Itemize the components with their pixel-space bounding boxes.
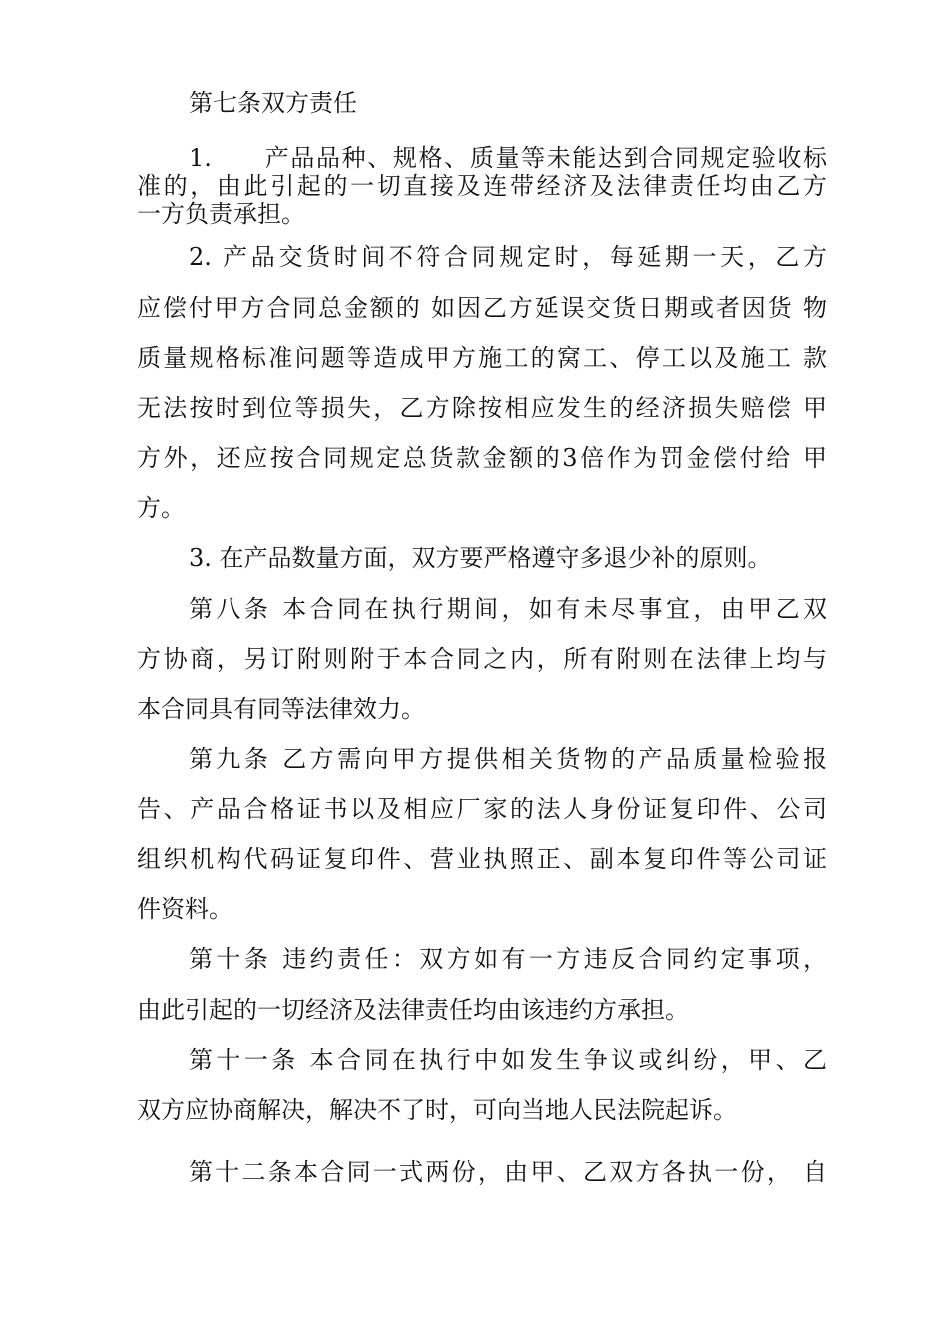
article-10-line-2: 由此引起的一切经济及法律责任均由该违约方承担。 <box>137 996 689 1024</box>
article-12-line-1: 第十二条本合同一式两份，由甲、乙双方各执一份， 自 <box>189 1158 827 1186</box>
article-7-item-2-line-6: 方。 <box>137 494 185 522</box>
article-10-line-1: 第十条 违约责任：双方如有一方违反合同约定事项， <box>189 945 827 973</box>
article-11-line-2: 双方应协商解决，解决不了时，可向当地人民法院起诉。 <box>137 1096 737 1124</box>
article-7-item-1-line-3: 一方负责承担。 <box>137 200 305 228</box>
article-7-item-2-line-1: 2. 产品交货时间不符合同规定时，每延期一天，乙方 <box>189 243 827 271</box>
article-7-item-2-line-5: 方外，还应按合同规定总货款金额的3倍作为罚金偿付给 甲 <box>137 444 827 472</box>
article-8-line-1: 第八条 本合同在执行期间，如有未尽事宜，由甲乙双 <box>189 595 827 623</box>
article-7-item-2-line-3: 质量规格标准问题等造成甲方施工的窝工、停工以及施工 款 <box>137 344 827 372</box>
article-9-line-4: 件资料。 <box>137 895 233 923</box>
article-9-line-1: 第九条 乙方需向甲方提供相关货物的产品质量检验报 <box>189 745 827 773</box>
article-7-item-2-line-4: 无法按时到位等损失，乙方除按相应发生的经济损失赔偿 甲 <box>137 394 827 422</box>
article-8-line-3: 本合同具有同等法律效力。 <box>137 695 425 723</box>
article-11-line-1: 第十一条 本合同在执行中如发生争议或纠纷，甲、乙 <box>189 1046 827 1074</box>
article-7-item-1-line-2: 准的，由此引起的一切直接及连带经济及法律责任均由乙方 <box>137 172 827 200</box>
article-8-line-2: 方协商，另订附则附于本合同之内，所有附则在法律上均与 <box>137 645 827 673</box>
article-7-item-3: 3. 在产品数量方面，双方要严格遵守多退少补的原则。 <box>189 544 772 572</box>
article-7-heading: 第七条双方责任 <box>189 89 357 117</box>
article-9-line-2: 告、产品合格证书以及相应厂家的法人身份证复印件、公司 <box>137 795 827 823</box>
article-7-item-2-line-2: 应偿付甲方合同总金额的 如因乙方延误交货日期或者因货 物 <box>137 294 827 322</box>
article-7-item-1-line-1: 1. 产品品种、规格、质量等未能达到合同规定验收标 <box>189 144 827 172</box>
article-9-line-3: 组织机构代码证复印件、营业执照正、副本复印件等公司证 <box>137 845 827 873</box>
